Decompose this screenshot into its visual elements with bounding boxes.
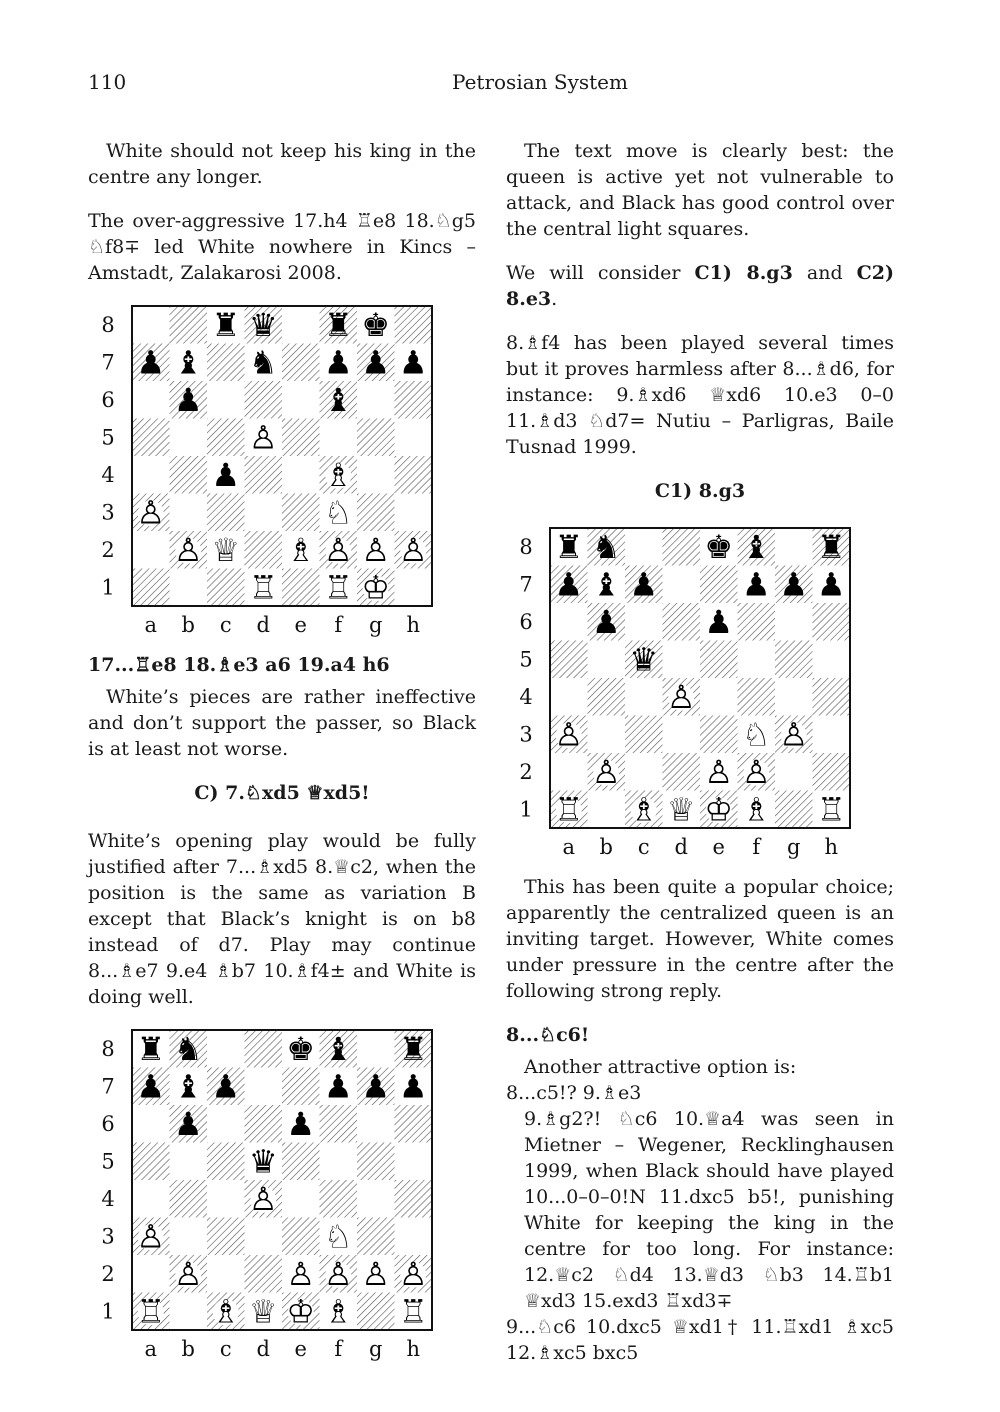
- board-square: [550, 641, 588, 679]
- board-square: [663, 641, 701, 679]
- board-square: [625, 753, 663, 791]
- board-square: [132, 531, 170, 569]
- board-square: [357, 1180, 395, 1218]
- paragraph: The over-aggressive 17.h4 ♖e8 18.♘g5 ♘f8∓ led White nowhere in Kincs – Amstadt, Zalakarosi 2008.: [88, 210, 476, 284]
- text: We will consider: [506, 262, 695, 284]
- white-pawn-icon: ♙: [741, 752, 771, 791]
- variation-line: 9...♘c6 10.dxc5 ♕xd1† 11.♖xd1 ♗xc5 12.♗xc5 bxc5: [506, 1316, 894, 1364]
- rank-label: 7: [101, 350, 115, 375]
- file-label: f: [334, 613, 343, 637]
- file-label: f: [334, 1337, 343, 1361]
- board-square: [207, 1143, 245, 1181]
- white-pawn-icon: ♙: [173, 1254, 203, 1293]
- board-square: [207, 344, 245, 382]
- file-label: a: [562, 835, 576, 859]
- move-heading: 17...♖e8 18.♗e3 a6 19.a4 h6: [88, 654, 390, 676]
- board-square: [357, 381, 395, 419]
- board-square: [282, 1068, 320, 1106]
- board-square: [663, 566, 701, 604]
- file-label: c: [219, 613, 232, 637]
- board-square: [245, 1255, 283, 1293]
- board-square: [663, 716, 701, 754]
- board-svg: [88, 1028, 478, 1368]
- black-rook-icon: ♜: [554, 527, 584, 566]
- board-square: [357, 1105, 395, 1143]
- board-square: [282, 419, 320, 457]
- white-pawn-icon: ♙: [136, 493, 166, 532]
- board-square: [207, 419, 245, 457]
- right-column: [506, 138, 894, 1366]
- board-square: [775, 753, 813, 791]
- board-square: [245, 1218, 283, 1256]
- white-rook-icon: ♖: [554, 790, 584, 829]
- rank-label: 5: [101, 1149, 115, 1174]
- rank-label: 6: [519, 609, 533, 634]
- move-heading: 8...♘c6!: [506, 1024, 590, 1046]
- rank-label: 2: [101, 1261, 115, 1286]
- board-square: [132, 456, 170, 494]
- black-pawn-icon: ♟: [211, 455, 241, 494]
- white-pawn-icon: ♙: [361, 1254, 391, 1293]
- white-pawn-icon: ♙: [666, 677, 696, 716]
- board-square: [132, 419, 170, 457]
- black-pawn-icon: ♟: [361, 343, 391, 382]
- board-square: [207, 381, 245, 419]
- board-square: [625, 528, 663, 566]
- white-king-icon: ♔: [704, 790, 734, 829]
- white-queen-icon: ♕: [211, 530, 241, 569]
- board-square: [550, 753, 588, 791]
- file-label: a: [144, 1337, 158, 1361]
- black-pawn-icon: ♟: [361, 1067, 391, 1106]
- black-bishop-icon: ♝: [173, 343, 203, 382]
- black-knight-icon: ♞: [591, 527, 621, 566]
- rank-label: 2: [519, 759, 533, 784]
- black-pawn-icon: ♟: [323, 343, 353, 382]
- black-king-icon: ♚: [286, 1029, 316, 1068]
- board-square: [775, 791, 813, 829]
- variation-ref: C1) 8.g3: [694, 262, 793, 284]
- rank-label: 1: [101, 575, 115, 600]
- rank-label: 7: [519, 572, 533, 597]
- board-square: [738, 641, 776, 679]
- black-pawn-icon: ♟: [136, 1067, 166, 1106]
- board-square: [357, 1218, 395, 1256]
- board-square: [170, 306, 208, 344]
- black-pawn-icon: ♟: [136, 343, 166, 382]
- white-queen-icon: ♕: [666, 790, 696, 829]
- white-knight-icon: ♘: [741, 715, 771, 754]
- white-pawn-icon: ♙: [136, 1217, 166, 1256]
- board-square: [132, 569, 170, 607]
- board-square: [207, 494, 245, 532]
- file-label: h: [406, 1337, 421, 1361]
- white-king-icon: ♔: [361, 568, 391, 607]
- paragraph: White’s opening play would be fully justified after 7...♗xd5 8.♕c2, when the position is the same as variation B except that Black’s knight is on b8 instead of d7. Play may continue 8...♗e7 9.e4 ♗b7 10.♗f4± and White is doing well.: [88, 830, 476, 1008]
- file-label: g: [787, 835, 801, 859]
- white-rook-icon: ♖: [816, 790, 846, 829]
- board-square: [625, 678, 663, 716]
- board-square: [588, 641, 626, 679]
- rank-label: 1: [101, 1299, 115, 1324]
- board-square: [395, 494, 433, 532]
- board-square: [282, 456, 320, 494]
- board-square: [775, 603, 813, 641]
- board-square: [207, 1030, 245, 1068]
- board-square: [170, 419, 208, 457]
- board-square: [395, 419, 433, 457]
- board-square: [170, 569, 208, 607]
- rank-label: 6: [101, 387, 115, 412]
- board-square: [282, 494, 320, 532]
- board-square: [245, 1030, 283, 1068]
- white-knight-icon: ♘: [323, 493, 353, 532]
- black-pawn-icon: ♟: [173, 1104, 203, 1143]
- section-heading: C) 7.♘xd5 ♕xd5!: [194, 782, 370, 804]
- black-pawn-icon: ♟: [323, 1067, 353, 1106]
- variation-ref: C2) 8.e3: [506, 262, 895, 310]
- board-square: [395, 1218, 433, 1256]
- white-bishop-icon: ♗: [323, 455, 353, 494]
- black-rook-icon: ♜: [211, 305, 241, 344]
- chess-diagram: [88, 1028, 476, 1368]
- board-square: [357, 1030, 395, 1068]
- board-square: [395, 381, 433, 419]
- white-pawn-icon: ♙: [704, 752, 734, 791]
- rank-label: 4: [101, 1186, 115, 1211]
- board-square: [282, 569, 320, 607]
- white-rook-icon: ♖: [136, 1292, 166, 1331]
- rank-label: 3: [101, 1224, 115, 1249]
- white-rook-icon: ♖: [323, 568, 353, 607]
- black-queen-icon: ♛: [248, 305, 278, 344]
- file-label: c: [219, 1337, 232, 1361]
- board-square: [700, 566, 738, 604]
- board-square: [357, 494, 395, 532]
- white-pawn-icon: ♙: [361, 530, 391, 569]
- variation-note: 9.♗g2?! ♘c6 10.♕a4 was seen in Mietner – Wegener, Recklinghausen 1999, when Black should have played 10...0–0–0!N 11.dxc5 b5!, punishing White for keeping the king in the centre for too long. For instance: 12.♕c2 ♘d4 13.♕d3 ♘b3 14.♖b1 ♕xd3 15.exd3 ♖xd3∓: [524, 1108, 894, 1312]
- black-pawn-icon: ♟: [286, 1104, 316, 1143]
- board-square: [170, 1218, 208, 1256]
- board-square: [550, 603, 588, 641]
- file-label: e: [294, 1337, 307, 1361]
- paragraph: White’s pieces are rather ineffective and don’t support the passer, so Black is at least not worse.: [88, 686, 476, 760]
- board-square: [625, 716, 663, 754]
- file-label: d: [674, 835, 688, 859]
- black-rook-icon: ♜: [816, 527, 846, 566]
- board-square: [663, 528, 701, 566]
- black-bishop-icon: ♝: [591, 565, 621, 604]
- paragraph: White should not keep his king in the centre any longer.: [88, 140, 476, 188]
- white-bishop-icon: ♗: [286, 530, 316, 569]
- board-square: [245, 1068, 283, 1106]
- board-square: [245, 1105, 283, 1143]
- chess-diagram: [506, 526, 894, 866]
- board-square: [207, 1218, 245, 1256]
- black-pawn-icon: ♟: [629, 565, 659, 604]
- board-square: [320, 419, 358, 457]
- board-square: [813, 603, 851, 641]
- rank-label: 3: [101, 500, 115, 525]
- white-pawn-icon: ♙: [248, 418, 278, 457]
- paragraph: The text move is clearly best: the queen is active yet not vulnerable to attack, and Black has good control over the central light squares.: [506, 140, 894, 240]
- board-square: [320, 1180, 358, 1218]
- board-square: [663, 753, 701, 791]
- black-bishop-icon: ♝: [741, 527, 771, 566]
- paragraph: [506, 260, 894, 312]
- black-pawn-icon: ♟: [741, 565, 771, 604]
- board-square: [395, 1105, 433, 1143]
- text: .: [551, 288, 558, 310]
- board-square: [775, 678, 813, 716]
- board-square: [625, 603, 663, 641]
- black-bishop-icon: ♝: [323, 1029, 353, 1068]
- file-label: d: [256, 613, 270, 637]
- white-pawn-icon: ♙: [286, 1254, 316, 1293]
- board-square: [245, 494, 283, 532]
- board-square: [207, 1105, 245, 1143]
- board-square: [588, 678, 626, 716]
- board-square: [320, 1105, 358, 1143]
- rank-label: 8: [101, 312, 115, 337]
- board-square: [395, 1180, 433, 1218]
- board-square: [588, 791, 626, 829]
- board-square: [170, 1180, 208, 1218]
- white-bishop-icon: ♗: [323, 1292, 353, 1331]
- rank-label: 2: [101, 537, 115, 562]
- rank-label: 4: [519, 684, 533, 709]
- section-heading: C1) 8.g3: [654, 480, 746, 502]
- black-pawn-icon: ♟: [173, 380, 203, 419]
- white-king-icon: ♔: [286, 1292, 316, 1331]
- white-pawn-icon: ♙: [173, 530, 203, 569]
- black-bishop-icon: ♝: [173, 1067, 203, 1106]
- file-label: c: [637, 835, 650, 859]
- black-queen-icon: ♛: [629, 640, 659, 679]
- board-square: [395, 569, 433, 607]
- paragraph: This has been quite a popular choice; apparently the centralized queen is an inviting target. However, White comes under pressure in the centre after the following strong reply.: [506, 876, 894, 1002]
- black-pawn-icon: ♟: [591, 602, 621, 641]
- board-square: [813, 678, 851, 716]
- black-pawn-icon: ♟: [816, 565, 846, 604]
- running-title: Petrosian System: [452, 70, 628, 94]
- board-square: [282, 306, 320, 344]
- board-square: [132, 1143, 170, 1181]
- board-square: [813, 641, 851, 679]
- board-square: [207, 569, 245, 607]
- board-square: [282, 1218, 320, 1256]
- board-square: [132, 1180, 170, 1218]
- black-rook-icon: ♜: [136, 1029, 166, 1068]
- white-pawn-icon: ♙: [554, 715, 584, 754]
- rank-label: 3: [519, 722, 533, 747]
- file-label: h: [406, 613, 421, 637]
- rank-label: 7: [101, 1074, 115, 1099]
- board-square: [700, 641, 738, 679]
- file-label: g: [369, 1337, 383, 1361]
- board-square: [813, 716, 851, 754]
- board-square: [775, 528, 813, 566]
- white-pawn-icon: ♙: [779, 715, 809, 754]
- rank-label: 8: [101, 1036, 115, 1061]
- black-rook-icon: ♜: [398, 1029, 428, 1068]
- white-pawn-icon: ♙: [398, 1254, 428, 1293]
- board-square: [207, 1180, 245, 1218]
- board-square: [357, 1293, 395, 1331]
- rank-label: 5: [101, 425, 115, 450]
- board-square: [282, 381, 320, 419]
- white-pawn-icon: ♙: [591, 752, 621, 791]
- text: and: [792, 262, 857, 284]
- board-svg: [88, 304, 478, 644]
- rank-label: 8: [519, 534, 533, 559]
- board-square: [320, 1143, 358, 1181]
- rank-label: 4: [101, 462, 115, 487]
- black-rook-icon: ♜: [323, 305, 353, 344]
- board-square: [357, 456, 395, 494]
- board-square: [282, 1180, 320, 1218]
- board-square: [282, 1143, 320, 1181]
- file-label: g: [369, 613, 383, 637]
- white-rook-icon: ♖: [398, 1292, 428, 1331]
- black-pawn-icon: ♟: [398, 1067, 428, 1106]
- file-label: d: [256, 1337, 270, 1361]
- board-square: [207, 1255, 245, 1293]
- black-pawn-icon: ♟: [704, 602, 734, 641]
- board-square: [700, 716, 738, 754]
- white-bishop-icon: ♗: [741, 790, 771, 829]
- black-queen-icon: ♛: [248, 1142, 278, 1181]
- board-square: [132, 1105, 170, 1143]
- board-square: [132, 306, 170, 344]
- board-square: [775, 641, 813, 679]
- black-pawn-icon: ♟: [211, 1067, 241, 1106]
- file-label: e: [294, 613, 307, 637]
- file-label: b: [181, 613, 195, 637]
- board-square: [132, 1255, 170, 1293]
- rank-label: 6: [101, 1111, 115, 1136]
- board-square: [738, 603, 776, 641]
- board-square: [700, 678, 738, 716]
- board-square: [357, 1143, 395, 1181]
- file-label: h: [824, 835, 839, 859]
- black-pawn-icon: ♟: [398, 343, 428, 382]
- board-square: [663, 603, 701, 641]
- variation-line: 8...c5!? 9.♗e3: [506, 1082, 642, 1104]
- black-king-icon: ♚: [361, 305, 391, 344]
- black-pawn-icon: ♟: [554, 565, 584, 604]
- chess-diagram: [88, 304, 476, 644]
- black-pawn-icon: ♟: [779, 565, 809, 604]
- board-square: [170, 456, 208, 494]
- board-square: [395, 456, 433, 494]
- rank-label: 1: [519, 797, 533, 822]
- white-knight-icon: ♘: [323, 1217, 353, 1256]
- white-bishop-icon: ♗: [629, 790, 659, 829]
- board-square: [170, 1293, 208, 1331]
- board-svg: [506, 526, 896, 866]
- white-pawn-icon: ♙: [398, 530, 428, 569]
- board-square: [588, 716, 626, 754]
- board-square: [282, 344, 320, 382]
- file-label: b: [181, 1337, 195, 1361]
- board-square: [170, 494, 208, 532]
- paragraph: Another attractive option is:: [524, 1056, 797, 1078]
- file-label: f: [752, 835, 761, 859]
- board-square: [132, 381, 170, 419]
- black-king-icon: ♚: [704, 527, 734, 566]
- file-label: b: [599, 835, 613, 859]
- left-column: [88, 138, 476, 1376]
- white-pawn-icon: ♙: [323, 1254, 353, 1293]
- white-pawn-icon: ♙: [323, 530, 353, 569]
- board-square: [813, 753, 851, 791]
- black-knight-icon: ♞: [173, 1029, 203, 1068]
- white-rook-icon: ♖: [248, 568, 278, 607]
- white-bishop-icon: ♗: [211, 1292, 241, 1331]
- page-number: 110: [88, 70, 127, 94]
- black-bishop-icon: ♝: [323, 380, 353, 419]
- board-square: [357, 419, 395, 457]
- file-label: e: [712, 835, 725, 859]
- rank-label: 5: [519, 647, 533, 672]
- board-square: [245, 456, 283, 494]
- board-square: [395, 306, 433, 344]
- board-square: [550, 678, 588, 716]
- white-pawn-icon: ♙: [248, 1179, 278, 1218]
- board-square: [245, 381, 283, 419]
- board-square: [395, 1143, 433, 1181]
- white-queen-icon: ♕: [248, 1292, 278, 1331]
- paragraph: 8.♗f4 has been played several times but it proves harmless after 8...♗d6, for instance: 9.♗xd6 ♕xd6 10.e3 0–0 11.♗d3 ♘d7= Nutiu – Parligras, Baile Tusnad 1999.: [506, 332, 894, 458]
- board-square: [738, 678, 776, 716]
- file-label: a: [144, 613, 158, 637]
- black-knight-icon: ♞: [248, 343, 278, 382]
- board-square: [170, 1143, 208, 1181]
- board-square: [245, 531, 283, 569]
